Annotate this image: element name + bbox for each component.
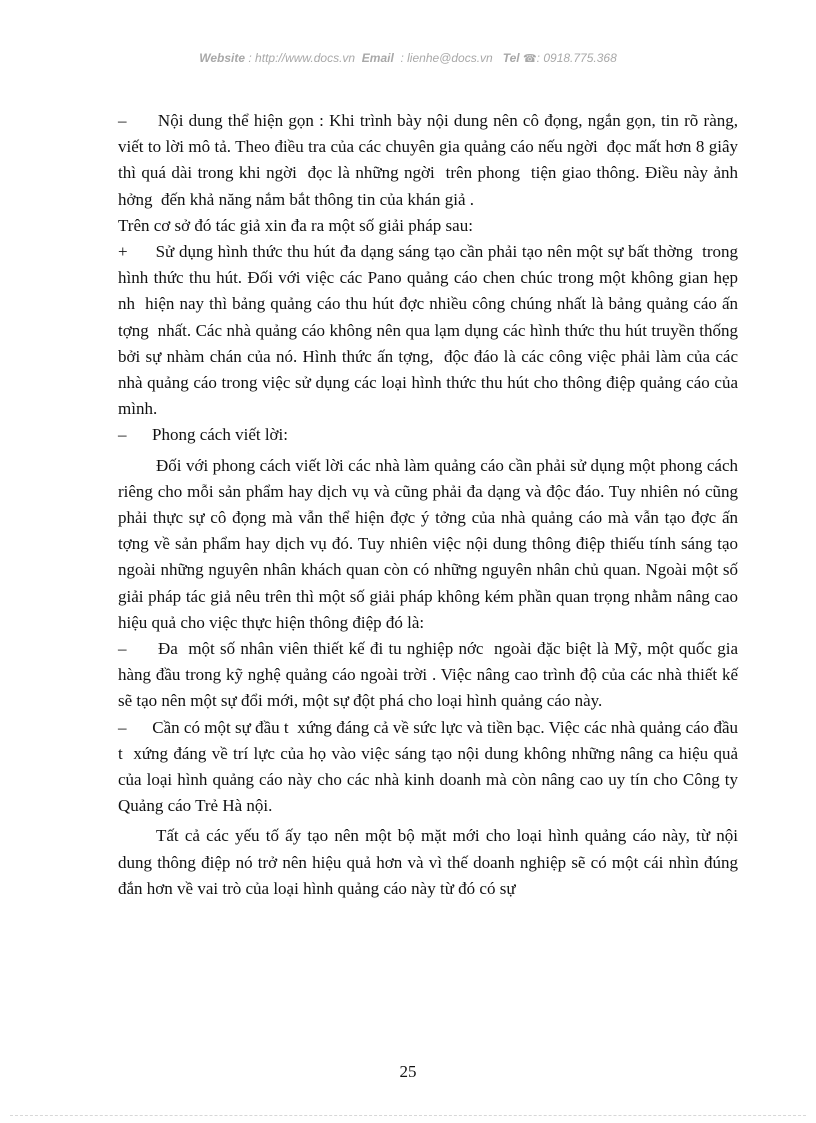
paragraph-solutions-intro: Trên cơ sở đó tác giả xin đa ra một số giải pháp sau: (118, 215, 473, 235)
paragraph-writing-style: Đối với phong cách viết lời các nhà làm quảng cáo cần phải sử dụng một phong cách riêng cho mỗi sản phẩm hay dịch vụ và cũng phải đa dạng và độc đáo. Tuy nhiên nó cũng phải thực sự cô đọng mà vẫn thể hiện đợc ý tởng của nhà quảng cáo mà vẫn tạo đợc ấn tợng về sản phẩm hay dịch vụ đó. Tuy nhiên việc nội dung thông điệp thiếu tính sáng tạo ngoài những nguyên nhân khách quan còn có những nguyên nhân chủ quan. Ngoài một số giải pháp tác giả nêu trên thì một số giải pháp không kém phần quan trọng nhằm nâng cao hiệu quả cho việc thực hiện thông điệp đó là: (118, 455, 738, 632)
paragraph-investment: – Cần có một sự đầu t xứng đáng cả về sức lực và tiền bạc. Việc các nhà quảng cáo đầu t xứng đáng về trí lực của họ vào việc sáng tạo nội dung không những nâng ca hiệu quả của loại hình quảng cáo này cho các nhà kinh doanh mà còn nâng cao uy tín cho Công ty Quảng cáo Trẻ Hà nội. (118, 717, 743, 816)
paragraph-conclusion: Tất cả các yếu tố ấy tạo nên một bộ mặt mới cho loại hình quảng cáo này, từ nội dung thông điệp nó trở nên hiệu quả hơn và vì thế doanh nghiệp sẽ có một cái nhìn đúng đắn hơn về vai trò của loại hình quảng cáo này từ đó có sự (118, 826, 738, 898)
paragraph-content-brevity: – Nội dung thể hiện gọn : Khi trình bày nội dung nên cô đọng, ngắn gọn, tin rõ ràng, viết to lời mô tả. Theo điều tra của các chuyên gia quảng cáo nếu ngời đọc mất hơn 8 giây thì quá dài trong khi ngời đọc là những ngời trên phong tiện giao thông. Điều này ảnh hởng đến khả năng nắm bắt thông tin của khán giả . (118, 111, 743, 209)
paragraph-writing-style-heading: – Phong cách viết lời: (118, 425, 288, 445)
email-label: Email (361, 51, 394, 65)
phone-icon: ☎ (522, 53, 537, 65)
paragraph-training-abroad: – Đa một số nhân viên thiết kế đi tu nghiệp nớc ngoài đặc biệt là Mỹ, một quốc gia hàng đầu trong kỹ nghệ quảng cáo ngoài trời . Việc nâng cao trình độ của các nhà thiết kế sẽ tạo nên một sự đổi mới, một sự đột phá cho loại hình quảng cáo này. (118, 639, 743, 711)
page-header (0, 51, 816, 65)
email-address: : lienhe@docs.vn (400, 51, 493, 65)
paragraph-attraction-forms: + Sử dụng hình thức thu hút đa dạng sáng tạo cần phải tạo nên một sự bất thờng trong hình thức thu hút. Đối với việc các Pano quảng cáo chen chúc trong một không gian hẹp nh hiện nay thì bảng quảng cáo thu hút đợc nhiều công chúng nhất là bảng quảng cáo ấn tợng nhất. Các nhà quảng cáo không nên qua lạm dụng các hình thức thu hút truyền thống bởi sự nhàm chán của nó. Hình thức ấn tợng, độc đáo là các công việc phải làm của các nhà quảng cáo trong việc sử dụng các loại hình thức thu hút cho thông điệp quảng cáo của mình. (118, 242, 743, 419)
page-number: 25 (399, 1062, 417, 1081)
tel-label: Tel (502, 51, 520, 65)
tel-number: : 0918.775.368 (536, 51, 617, 65)
website-label: Website (199, 51, 246, 65)
website-url: : http://www.docs.vn (248, 51, 356, 65)
footer-divider (10, 1115, 806, 1116)
body-text (118, 108, 743, 902)
